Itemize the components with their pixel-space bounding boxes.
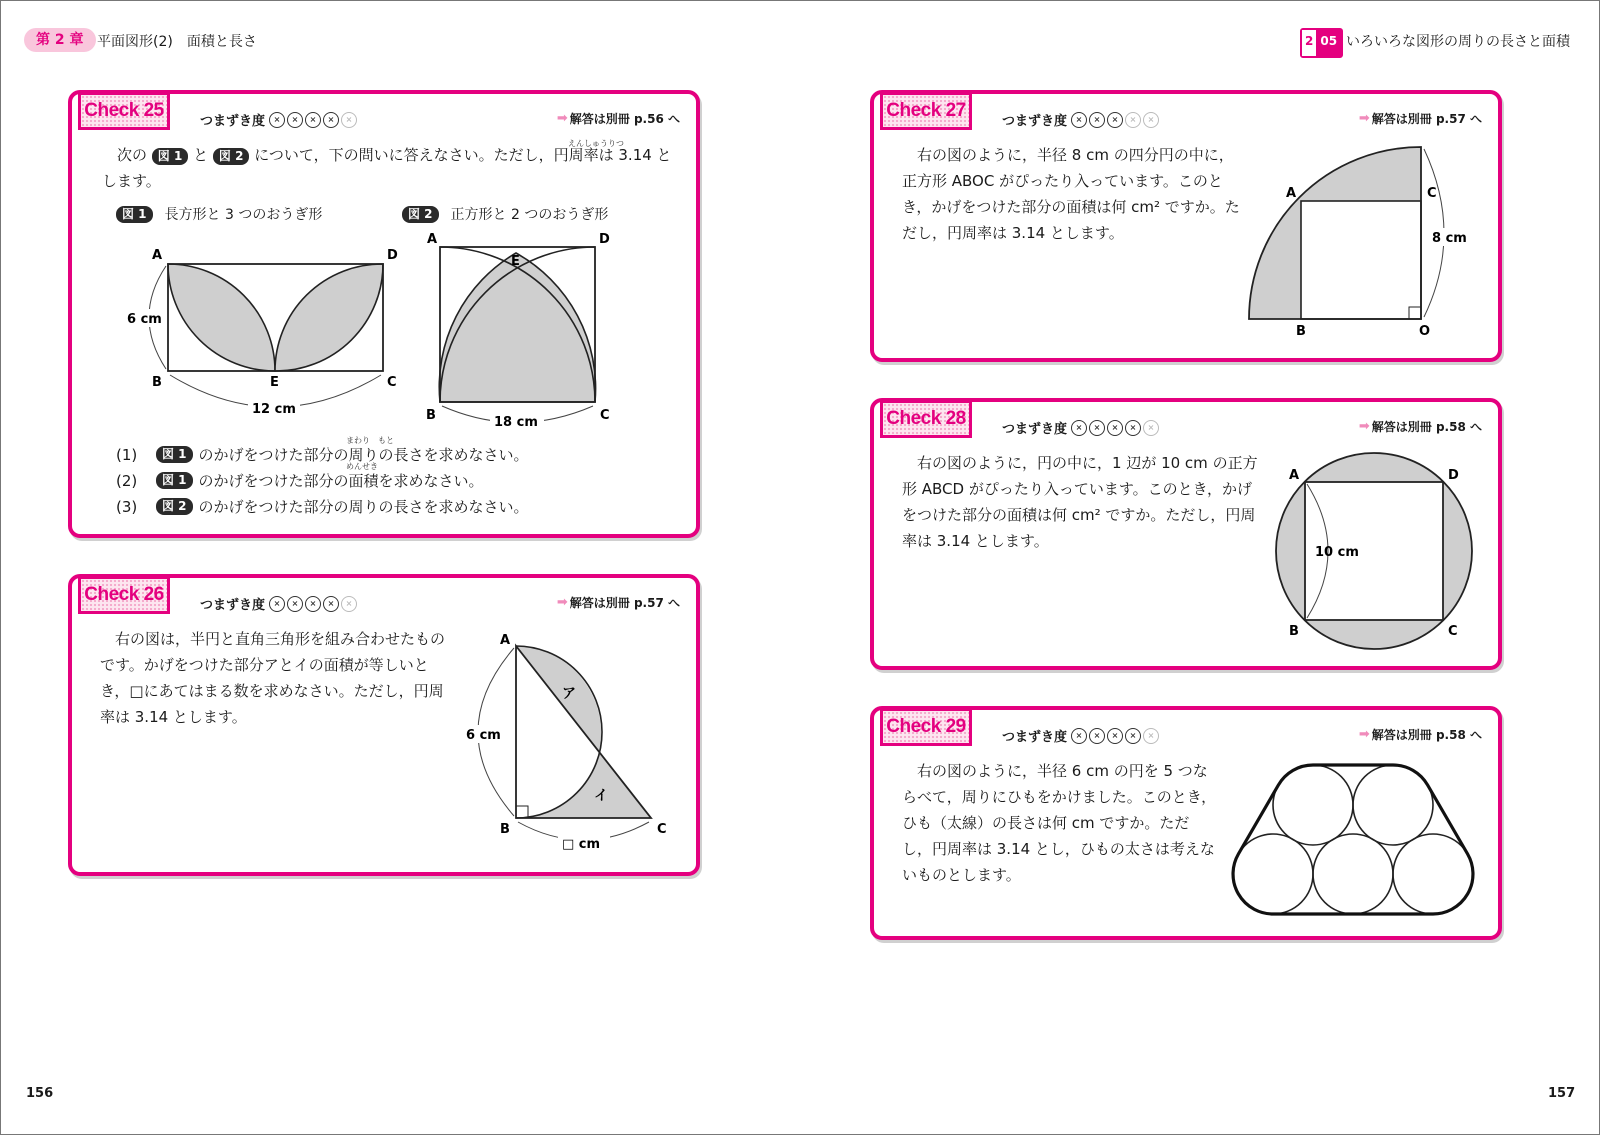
figure-diagram xyxy=(1234,140,1474,345)
difficulty-face-icon: × xyxy=(341,112,357,128)
difficulty-face-icon: × xyxy=(269,112,285,128)
difficulty-faces xyxy=(1071,420,1161,436)
figure-tag: 図 1 xyxy=(156,472,193,489)
ruby-annotation: えんしゅうりつ xyxy=(568,139,624,148)
difficulty-rating xyxy=(200,110,359,129)
problem-card-28 xyxy=(870,398,1502,670)
shaded-petal-left xyxy=(168,264,275,371)
answer-reference[interactable] xyxy=(1359,726,1482,743)
label-d: D xyxy=(1448,468,1459,483)
difficulty-face-icon: × xyxy=(1089,420,1105,436)
figure-diagram xyxy=(1224,758,1479,918)
label-height: 6 cm xyxy=(466,728,501,743)
figure-diagram xyxy=(462,628,682,863)
label-b: B xyxy=(426,408,436,423)
shaded-region xyxy=(439,253,595,402)
label-a: A xyxy=(1289,468,1300,483)
label-side: 10 cm xyxy=(1315,545,1359,560)
arrow-right-icon: ➡ xyxy=(1358,419,1370,434)
label-b: B xyxy=(1289,624,1299,639)
question-text: のかげをつけた部分の周りの長さを求めなさい。 xyxy=(198,498,529,516)
arrow-right-icon: ➡ xyxy=(556,111,568,126)
figure-2-diagram xyxy=(422,224,652,429)
difficulty-label: つまずき度 xyxy=(1002,114,1068,129)
label-o: O xyxy=(1419,324,1431,339)
difficulty-faces xyxy=(1071,728,1161,744)
difficulty-faces xyxy=(1071,112,1161,128)
problem-text-after: について，下の問いに答えなさい。ただし，円周率は 3.14 とします。 xyxy=(102,146,672,190)
figure-1-diagram xyxy=(122,239,412,419)
shaded-region xyxy=(1249,147,1421,319)
label-d: D xyxy=(387,248,398,263)
label-radius: 8 cm xyxy=(1432,231,1467,246)
section-title: いろいろな図形の周りの長さと面積 xyxy=(1346,34,1570,50)
problem-text-before: 次の xyxy=(117,146,148,164)
label-height: 6 cm xyxy=(127,312,162,327)
difficulty-face-icon: × xyxy=(341,596,357,612)
label-b: B xyxy=(500,822,510,837)
section-code: 05 xyxy=(1316,30,1341,56)
ruby-annotation: めんせき xyxy=(346,462,378,471)
label-b: B xyxy=(152,375,162,390)
problem-card-27 xyxy=(870,90,1502,362)
figure-tag: 図 1 xyxy=(156,446,193,463)
label-e: E xyxy=(511,254,520,269)
question-number: (3) xyxy=(116,497,138,516)
question-text: のかげをつけた部分の周りの長さを求めなさい。 xyxy=(198,446,529,464)
label-c: C xyxy=(657,822,667,837)
chapter-badge: 第 2 章 xyxy=(24,28,96,52)
answer-reference[interactable] xyxy=(557,594,680,611)
problem-text: 右の図は，半円と直角三角形を組み合わせたものです。かげをつけた部分アとイの面積が等しいとき，□にあてはまる数を求めなさい。ただし，円周率は 3.14 とします。 xyxy=(100,630,446,726)
answer-reference[interactable] xyxy=(557,110,680,127)
difficulty-face-icon: × xyxy=(1125,420,1141,436)
figure-diagram xyxy=(1259,452,1484,652)
problem-card-25 xyxy=(68,90,700,538)
question-2 xyxy=(116,470,484,491)
figure-tag: 図 1 xyxy=(116,206,153,223)
label-e: E xyxy=(270,375,279,390)
difficulty-face-icon: × xyxy=(1071,420,1087,436)
difficulty-face-icon: × xyxy=(287,596,303,612)
label-c: C xyxy=(387,375,397,390)
right-angle-mark xyxy=(1409,307,1421,319)
label-width: 18 cm xyxy=(494,415,538,429)
answer-reference-text: 解答は別冊 p.56 へ xyxy=(569,112,680,126)
question-1 xyxy=(116,444,529,465)
answer-reference-text: 解答は別冊 p.57 へ xyxy=(1371,112,1482,126)
difficulty-face-icon: × xyxy=(305,112,321,128)
problem-card-29 xyxy=(870,706,1502,940)
page-number-left: 156 xyxy=(26,1086,54,1101)
label-region-i: イ xyxy=(594,788,608,804)
answer-reference[interactable] xyxy=(1359,110,1482,127)
difficulty-faces xyxy=(269,596,359,612)
difficulty-face-icon: × xyxy=(1125,112,1141,128)
figure-caption-text: 正方形と 2 つのおうぎ形 xyxy=(450,207,609,223)
check-label: Check 25 xyxy=(78,92,170,130)
difficulty-face-icon: × xyxy=(323,112,339,128)
difficulty-face-icon: × xyxy=(1107,112,1123,128)
answer-reference-text: 解答は別冊 p.58 へ xyxy=(1371,728,1482,742)
difficulty-face-icon: × xyxy=(1089,728,1105,744)
arrow-right-icon: ➡ xyxy=(1358,111,1370,126)
square-aboc xyxy=(1301,201,1421,319)
answer-reference[interactable] xyxy=(1359,418,1482,435)
question-3 xyxy=(116,496,529,517)
label-d: D xyxy=(599,232,610,247)
figure-tag: 図 2 xyxy=(156,498,193,515)
difficulty-face-icon: × xyxy=(287,112,303,128)
figure-tag: 図 2 xyxy=(402,206,439,223)
shaded-petal-right xyxy=(275,264,383,371)
label-a: A xyxy=(152,248,163,263)
label-region-a: ア xyxy=(562,686,576,702)
difficulty-face-icon: × xyxy=(1143,728,1159,744)
question-number: (2) xyxy=(116,471,138,490)
figure-2-caption xyxy=(402,204,608,224)
problem-text-mid: と xyxy=(193,146,209,164)
figure-tag: 図 2 xyxy=(213,148,250,165)
question-number: (1) xyxy=(116,445,138,464)
problem-text xyxy=(102,142,678,194)
label-a: A xyxy=(500,633,511,648)
section-badge xyxy=(1300,28,1343,58)
figure-tag: 図 1 xyxy=(152,148,189,165)
figure-caption-text: 長方形と 3 つのおうぎ形 xyxy=(164,207,323,223)
difficulty-face-icon: × xyxy=(1071,728,1087,744)
answer-reference-text: 解答は別冊 p.57 へ xyxy=(569,596,680,610)
difficulty-face-icon: × xyxy=(1143,420,1159,436)
chapter-title: 平面図形(2) 面積と長さ xyxy=(97,34,257,50)
difficulty-rating xyxy=(1002,418,1161,437)
difficulty-label: つまずき度 xyxy=(200,114,266,129)
right-angle-mark xyxy=(516,806,528,818)
difficulty-face-icon: × xyxy=(1089,112,1105,128)
difficulty-rating xyxy=(200,594,359,613)
difficulty-face-icon: × xyxy=(1143,112,1159,128)
difficulty-face-icon: × xyxy=(1125,728,1141,744)
label-width: 12 cm xyxy=(252,402,296,417)
difficulty-label: つまずき度 xyxy=(1002,422,1068,437)
answer-reference-text: 解答は別冊 p.58 へ xyxy=(1371,420,1482,434)
question-text: のかげをつけた部分の面積を求めなさい。 xyxy=(198,472,484,490)
label-a: A xyxy=(1286,186,1297,201)
label-c: C xyxy=(1448,624,1458,639)
arrow-right-icon: ➡ xyxy=(556,595,568,610)
arrow-right-icon: ➡ xyxy=(1358,727,1370,742)
difficulty-label: つまずき度 xyxy=(200,598,266,613)
difficulty-rating xyxy=(1002,110,1161,129)
difficulty-face-icon: × xyxy=(1071,112,1087,128)
difficulty-label: つまずき度 xyxy=(1002,730,1068,745)
section-number: 2 xyxy=(1302,30,1316,56)
difficulty-face-icon: × xyxy=(1107,420,1123,436)
check-label: Check 28 xyxy=(880,400,972,438)
problem-text: 右の図のように，半径 8 cm の四分円の中に，正方形 ABOC がぴったり入っています。このとき，かげをつけた部分の面積は何 cm² ですか。ただし，円周率は 3.14 とします。 xyxy=(902,146,1240,242)
difficulty-face-icon: × xyxy=(323,596,339,612)
page-number-right: 157 xyxy=(1548,1086,1576,1101)
circle-bottom-middle xyxy=(1313,834,1393,914)
figure-1-caption xyxy=(116,204,322,224)
check-label: Check 29 xyxy=(880,708,972,746)
label-c: C xyxy=(600,408,610,423)
problem-card-26 xyxy=(68,574,700,876)
label-c: C xyxy=(1427,186,1437,201)
check-label: Check 26 xyxy=(78,576,170,614)
difficulty-faces xyxy=(269,112,359,128)
label-b: B xyxy=(1296,324,1306,339)
label-width: □ cm xyxy=(562,837,601,852)
label-a: A xyxy=(427,232,438,247)
difficulty-face-icon: × xyxy=(1107,728,1123,744)
string-thick-line xyxy=(1233,765,1473,914)
check-label: Check 27 xyxy=(880,92,972,130)
problem-text: 右の図のように，円の中に，1 辺が 10 cm の正方形 ABCD がぴったり入っています。このとき，かげをつけた部分の面積は何 cm² ですか。ただし，円周率は 3.14 とします。 xyxy=(902,454,1258,550)
difficulty-face-icon: × xyxy=(305,596,321,612)
difficulty-rating xyxy=(1002,726,1161,745)
problem-text: 右の図のように，半径 6 cm の円を 5 つならべて，周りにひもをかけました。このとき，ひも（太線）の長さは何 cm ですか。ただし，円周率は 3.14 とし，ひもの太さは考えないものとします。 xyxy=(902,762,1217,884)
ruby-annotation: まわり もと xyxy=(346,436,394,445)
difficulty-face-icon: × xyxy=(269,596,285,612)
